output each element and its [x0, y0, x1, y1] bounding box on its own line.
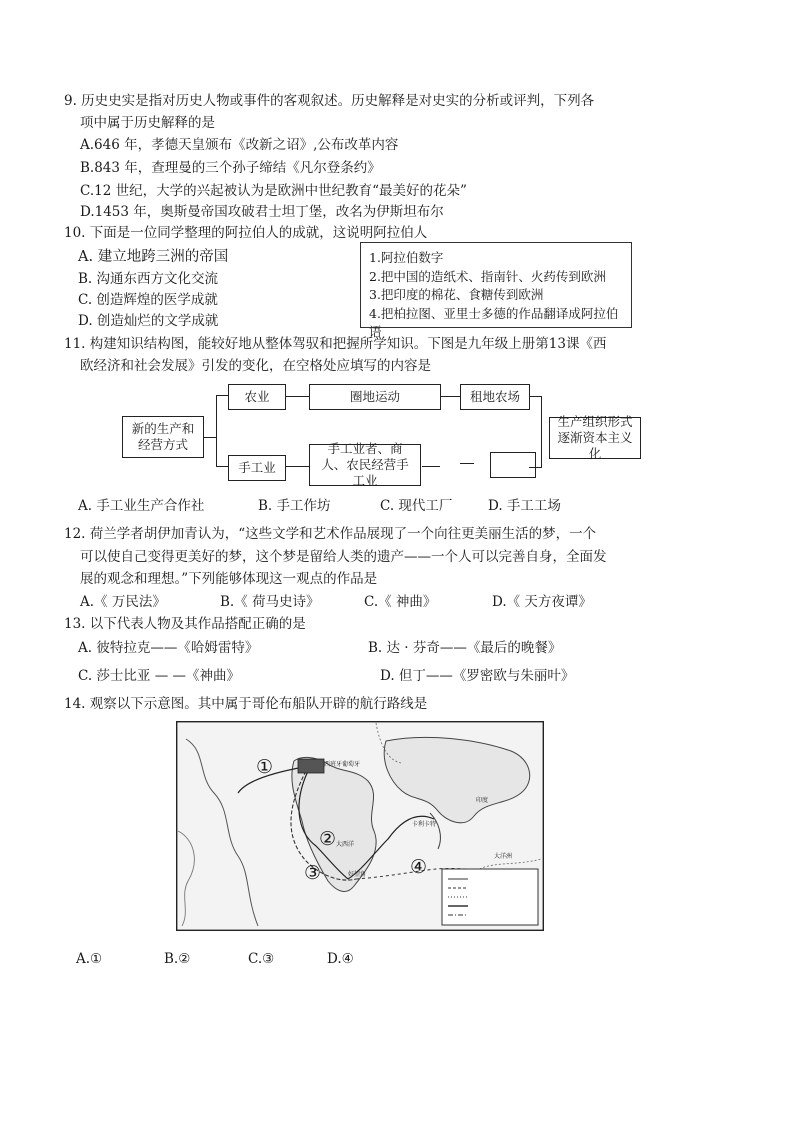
diagram-lease-farm-box: 租地农场 — [460, 384, 530, 410]
q12-option-d: D.《 天方夜谭》 — [492, 594, 592, 610]
q11-option-a: A. 手工业生产合作社 — [78, 498, 205, 514]
q10-achievement-box — [360, 242, 632, 339]
q12-option-a: A.《 万民法》 — [80, 594, 166, 610]
q10-stem: 10. 下面是一位同学整理的阿拉伯人的成就，这说明阿拉伯人 — [64, 225, 428, 241]
map-label-oceania: 大洋洲 — [494, 853, 513, 860]
q13-option-d: D. 但丁——《罗密欧与朱丽叶》 — [380, 668, 575, 684]
voyage-route-map — [176, 721, 544, 931]
map-label-calicut: 卡利卡特 — [412, 821, 437, 828]
route-marker-4: ④ — [410, 856, 428, 878]
route-marker-3: ③ — [304, 862, 322, 884]
q12-stem-line3: 展的观念和理想。”下列能够体现这一观点的作品是 — [80, 571, 378, 587]
map-label-iberia: 西班牙葡萄牙 — [324, 761, 361, 768]
diagram-connector — [285, 396, 309, 397]
diagram-right-bracket — [529, 396, 542, 468]
q10-box-item: 2.把中国的造纸术、指南针、火药传到欧洲 — [369, 268, 606, 284]
q10-option-b: B. 沟通东西方文化交流 — [78, 271, 219, 287]
diagram-dash — [460, 463, 474, 464]
route-marker-2: ② — [319, 828, 337, 850]
diagram-agriculture-box: 农业 — [228, 384, 286, 410]
q12-option-c: C.《 神曲》 — [364, 594, 437, 610]
q13-stem: 13. 以下代表人物及其作品搭配正确的是 — [64, 616, 306, 632]
q14-option-d: D.④ — [327, 951, 354, 967]
q9-option-a: A.646 年，孝德天皇颁布《改新之诏》,公布改革内容 — [80, 137, 399, 153]
q11-stem-line1: 11. 构建知识结构图，能较好地从整体驾驭和把握所学知识。下图是九年级上册第13课《西 — [64, 336, 607, 352]
q11-option-c: C. 现代工厂 — [380, 498, 453, 514]
q14-stem: 14. 观察以下示意图。其中属于哥伦布船队开辟的航行路线是 — [64, 696, 428, 712]
map-drawing — [176, 721, 544, 931]
q11-stem-line2: 欧经济和社会发展》引发的变化，在空格处应填写的内容是 — [80, 358, 431, 374]
map-label-india: 印度 — [476, 797, 489, 804]
q9-stem-line1: 9. 历史史实是指对历史人物或事件的客观叙述。历史解释是对史实的分析或评判，下列各 — [64, 93, 595, 109]
diagram-right-box: 生产组织形式逐渐资本主义化 — [549, 417, 641, 459]
q12-option-b: B.《 荷马史诗》 — [220, 594, 320, 610]
q13-option-a: A. 彼特拉克——《哈姆雷特》 — [78, 640, 259, 656]
q13-option-b: B. 达 · 芬奇——《最后的晚餐》 — [368, 640, 562, 656]
map-label-atlantic: 大西洋 — [336, 841, 355, 848]
diagram-left-box: 新的生产和经营方式 — [122, 416, 204, 458]
q9-option-b: B.843 年，查理曼的三个孙子缔结《凡尔登条约》 — [80, 160, 381, 176]
diagram-connector — [440, 396, 460, 397]
diagram-merchants-box: 手工业者、商人、农民经营手工业 — [309, 444, 421, 486]
q14-option-c: C.③ — [248, 951, 275, 967]
q9-option-c: C.12 世纪，大学的兴起被认为是欧洲中世纪教育“最美好的花朵” — [80, 183, 467, 199]
map-label-cape: 好望角 — [348, 871, 367, 878]
q12-stem-line2: 可以使自己变得更美好的梦，这个梦是留给人类的遗产——一个人可以完善自身，全面发 — [80, 549, 607, 565]
q11-option-b: B. 手工作坊 — [258, 498, 331, 514]
q10-box-item: 4.把柏拉图、亚里士多德的作品翻译成阿拉伯语 — [369, 305, 619, 339]
q10-option-a: A. 建立地跨三洲的帝国 — [78, 249, 229, 265]
diagram-enclosure-box: 圈地运动 — [309, 384, 441, 410]
q10-box-item: 1.阿拉伯数字 — [369, 250, 444, 265]
q11-option-d: D. 手工工场 — [488, 498, 561, 514]
q9-stem-line2: 项中属于历史解释的是 — [80, 115, 215, 131]
route-marker-1: ① — [256, 756, 274, 778]
q10-option-d: D. 创造灿烂的文学成就 — [78, 313, 219, 329]
q14-option-a: A.① — [76, 951, 103, 967]
diagram-connector — [204, 437, 216, 438]
q12-stem-line1: 12. 荷兰学者胡伊加青认为，“这些文学和艺术作品展现了一个向往更美丽生活的梦，一个 — [64, 526, 597, 542]
diagram-handicraft-box: 手工业 — [228, 455, 286, 481]
q13-option-c: C. 莎士比亚 — —《神曲》 — [78, 668, 241, 684]
diagram-connector — [285, 466, 309, 467]
diagram-connector — [422, 466, 440, 467]
q10-option-c: C. 创造辉煌的医学成就 — [78, 292, 218, 308]
q9-option-d: D.1453 年，奥斯曼帝国攻破君士坦丁堡，改名为伊斯坦布尔 — [80, 204, 444, 220]
q14-option-b: B.② — [164, 951, 191, 967]
q10-box-item: 3.把印度的棉花、食糖传到欧洲 — [369, 287, 544, 302]
